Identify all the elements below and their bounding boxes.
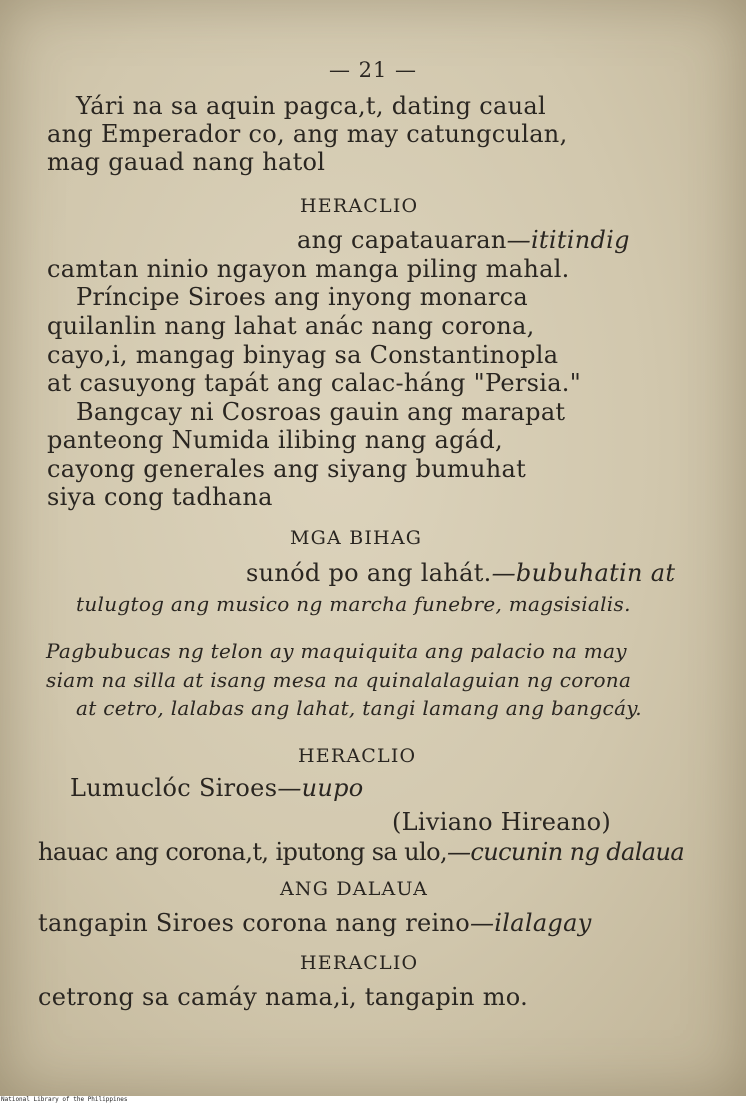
verse-line: Príncipe Siroes ang inyong monarca [76,283,528,311]
stage-direction-line: Pagbubucas ng telon ay maquiquita ang palacio na may [46,639,627,663]
verse-line: camtan ninio ngayon manga piling mahal. [47,255,570,283]
verse-line: siya cong tadhana [47,483,273,511]
verse-line: panteong Numida ilibing nang agád, [47,426,503,454]
verse-line [246,559,675,587]
stage-direction-inline: —cucunin ng dalaua [446,838,685,866]
speaker-name: HERACLIO [300,952,419,974]
page-number: — 21 — [328,58,418,82]
speaker-name: HERACLIO [298,745,417,767]
verse-line: mag gauad nang hatol [47,148,326,176]
stage-direction-line: tulugtog ang musico ng marcha funebre, magsisialis. [76,592,631,616]
verse-line [38,838,684,866]
verse-text: sunód po ang lahát. [246,559,492,587]
verse-text: hauac ang corona,t, iputong sa ulo, [38,838,447,866]
stage-direction-inline: —bubuhatin at [491,559,676,587]
verse-line: quilanlin nang lahat anác nang corona, [47,312,535,340]
stage-direction-inline: —uupo [277,774,364,802]
verse-line: cayo,i, mangag binyag sa Constantinopla [47,341,559,369]
verse-line: at casuyong tapát ang calac-háng "Persia." [47,369,582,397]
verse-line [38,909,592,937]
verse-line: ang Emperador co, ang may catungculan, [47,120,568,148]
speaker-name: HERACLIO [300,195,419,217]
speaker-name: MGA BIHAG [290,527,423,549]
verse-line [70,774,364,802]
verse-line: cetrong sa camáy nama,i, tangapin mo. [38,983,529,1011]
character-aside: (Liviano Hireano) [392,808,612,836]
stage-direction-line: siam na silla at isang mesa na quinalalaguian ng corona [46,668,632,692]
verse-text: tangapin Siroes corona nang reino [38,909,470,937]
stage-direction-inline: —ititindig [506,226,630,254]
verse-line [297,226,630,254]
stage-direction-line: at cetro, lalabas ang lahat, tangi lamang ang bangcáy. [76,696,642,720]
library-watermark: National Library of the Philippines [1,1096,128,1103]
speaker-name: ANG DALAUA [280,878,429,900]
verse-line: cayong generales ang siyang bumuhat [47,455,527,483]
verse-text: ang capatauaran [297,226,507,254]
verse-text: Lumuclóc Siroes [70,774,278,802]
verse-line: Bangcay ni Cosroas gauin ang marapat [76,398,566,426]
verse-line: Yári na sa aquin pagca,t, dating caual [76,92,546,120]
stage-direction-inline: —ilalagay [469,909,592,937]
